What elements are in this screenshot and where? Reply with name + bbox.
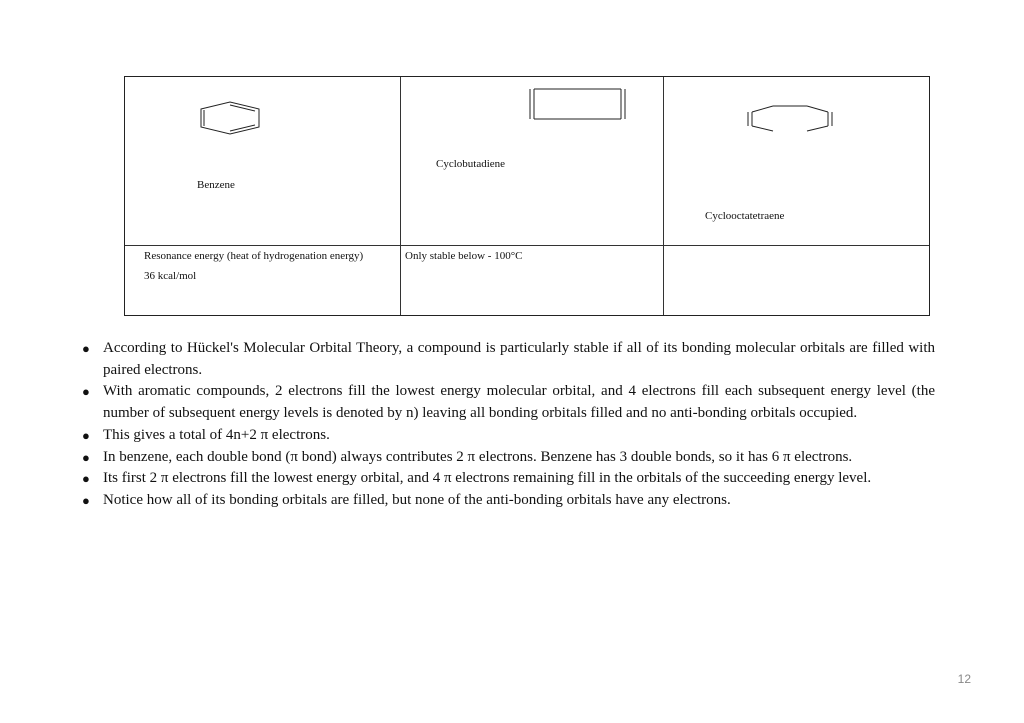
list-item: ● Its first 2 π electrons fill the lowest energy orbital, and 4 π electrons remaining fill in the orbitals of the succeeding energy level. [82, 468, 935, 490]
cyclooctatetraene-structure-icon [745, 104, 835, 132]
bullet-icon: ● [82, 384, 90, 399]
benzene-resonance-value: 36 kcal/mol [144, 270, 197, 282]
bullet-list [82, 338, 935, 511]
bullet-icon: ● [82, 492, 90, 508]
cyclobutadiene-structure-icon [528, 88, 628, 122]
benzene-structure-icon [197, 101, 263, 135]
comparison-table [124, 76, 930, 316]
benzene-resonance-text: Resonance energy (heat of hydrogenation energy) [144, 250, 364, 262]
list-item: ● In benzene, each double bond (π bond) always contributes 2 π electrons. Benzene has 3 double bonds, so it has 6 π electrons. [82, 447, 935, 469]
list-item: ● Notice how all of its bonding orbitals are filled, but none of the anti-bonding orbitals have any electrons. [82, 490, 935, 512]
list-item: ● This gives a total of 4n+2 π electrons. [82, 425, 935, 447]
column-divider [663, 77, 664, 315]
cyclobutadiene-stability-text: Only stable below - 100°C [405, 250, 523, 262]
cyclobutadiene-label: Cyclobutadiene [436, 158, 506, 170]
bullet-icon: ● [82, 471, 90, 486]
page-number: 12 [957, 672, 971, 686]
column-divider [400, 77, 401, 315]
benzene-label: Benzene [197, 179, 235, 191]
row-divider [125, 245, 929, 246]
list-item: ● With aromatic compounds, 2 electrons fill the lowest energy molecular orbital, and 4 electrons fill each subsequent energy level (the number of subsequent energy levels is denoted by n) leaving all bonding orbitals filled and no anti-bonding orbitals occupied. [82, 383, 935, 421]
bullet-icon: ● [82, 449, 90, 465]
bullet-icon: ● [82, 428, 90, 443]
list-item: ● According to Hückel's Molecular Orbital Theory, a compound is particularly stable if all of its bonding molecular orbitals are filled with paired electrons. [82, 340, 935, 378]
cyclooctatetraene-label: Cyclooctatetraene [705, 210, 785, 222]
bullet-icon: ● [82, 341, 90, 356]
